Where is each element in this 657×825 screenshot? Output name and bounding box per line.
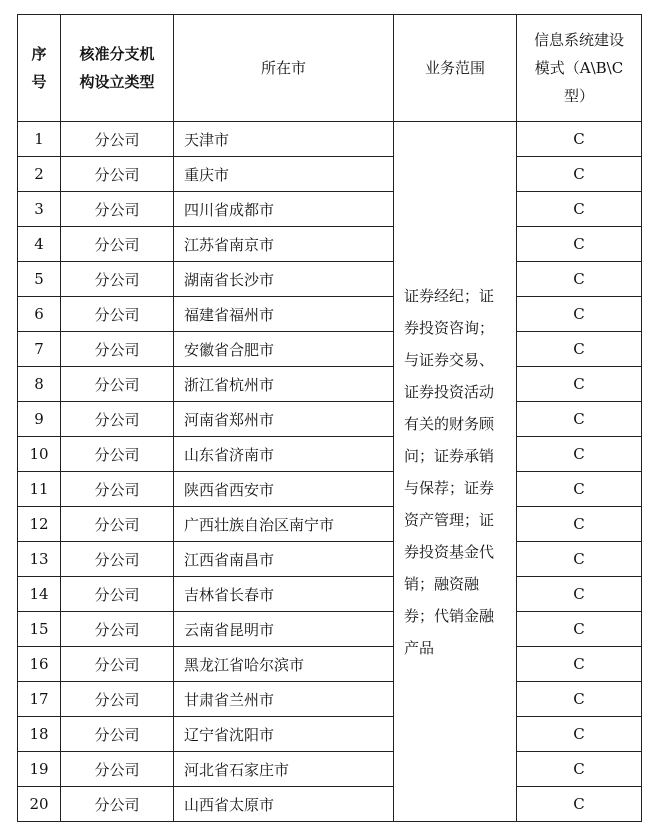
- table-row: [18, 542, 642, 577]
- header-model: 信息系统建设 模式（A\B\C 型）: [517, 15, 642, 122]
- cell-city: 天津市: [174, 122, 394, 157]
- table-row: [18, 262, 642, 297]
- cell-seq: 14: [18, 577, 61, 612]
- cell-model: C: [517, 787, 642, 822]
- header-city: 所在市: [174, 15, 394, 122]
- cell-type: 分公司: [61, 192, 174, 227]
- table-row: [18, 367, 642, 402]
- cell-model: C: [517, 402, 642, 437]
- cell-type: 分公司: [61, 507, 174, 542]
- table-row: [18, 577, 642, 612]
- cell-city: 江苏省南京市: [174, 227, 394, 262]
- cell-model: C: [517, 507, 642, 542]
- cell-model: C: [517, 542, 642, 577]
- cell-model: C: [517, 647, 642, 682]
- table-row: [18, 192, 642, 227]
- cell-type: 分公司: [61, 472, 174, 507]
- cell-seq: 19: [18, 752, 61, 787]
- cell-seq: 7: [18, 332, 61, 367]
- cell-type: 分公司: [61, 612, 174, 647]
- cell-seq: 18: [18, 717, 61, 752]
- cell-city: 河北省石家庄市: [174, 752, 394, 787]
- cell-seq: 5: [18, 262, 61, 297]
- cell-type: 分公司: [61, 157, 174, 192]
- cell-type: 分公司: [61, 437, 174, 472]
- table-row: [18, 472, 642, 507]
- cell-seq: 2: [18, 157, 61, 192]
- cell-type: 分公司: [61, 332, 174, 367]
- cell-type: 分公司: [61, 122, 174, 157]
- cell-model: C: [517, 157, 642, 192]
- cell-city: 江西省南昌市: [174, 542, 394, 577]
- cell-city: 广西壮族自治区南宁市: [174, 507, 394, 542]
- cell-type: 分公司: [61, 297, 174, 332]
- table-row: [18, 122, 642, 157]
- cell-model: C: [517, 752, 642, 787]
- cell-seq: 9: [18, 402, 61, 437]
- cell-seq: 13: [18, 542, 61, 577]
- cell-seq: 1: [18, 122, 61, 157]
- cell-city: 重庆市: [174, 157, 394, 192]
- cell-city: 四川省成都市: [174, 192, 394, 227]
- cell-model: C: [517, 262, 642, 297]
- cell-city: 黑龙江省哈尔滨市: [174, 647, 394, 682]
- header-row: [18, 15, 642, 122]
- cell-type: 分公司: [61, 647, 174, 682]
- cell-city: 山东省济南市: [174, 437, 394, 472]
- cell-seq: 4: [18, 227, 61, 262]
- cell-city: 安徽省合肥市: [174, 332, 394, 367]
- cell-city: 陕西省西安市: [174, 472, 394, 507]
- cell-type: 分公司: [61, 682, 174, 717]
- table-row: [18, 297, 642, 332]
- cell-seq: 15: [18, 612, 61, 647]
- cell-city: 甘肃省兰州市: [174, 682, 394, 717]
- cell-model: C: [517, 717, 642, 752]
- table-row: [18, 332, 642, 367]
- table-row: [18, 437, 642, 472]
- cell-city: 吉林省长春市: [174, 577, 394, 612]
- cell-model: C: [517, 472, 642, 507]
- cell-seq: 6: [18, 297, 61, 332]
- cell-city: 山西省太原市: [174, 787, 394, 822]
- cell-type: 分公司: [61, 367, 174, 402]
- header-type: 核准分支机 构设立类型: [61, 15, 174, 122]
- table-row: [18, 682, 642, 717]
- cell-model: C: [517, 227, 642, 262]
- cell-model: C: [517, 122, 642, 157]
- table-row: [18, 647, 642, 682]
- header-scope: 业务范围: [394, 15, 517, 122]
- cell-seq: 3: [18, 192, 61, 227]
- table-row: [18, 507, 642, 542]
- cell-model: C: [517, 367, 642, 402]
- cell-type: 分公司: [61, 262, 174, 297]
- cell-model: C: [517, 192, 642, 227]
- cell-model: C: [517, 682, 642, 717]
- cell-model: C: [517, 577, 642, 612]
- cell-seq: 11: [18, 472, 61, 507]
- table-row: [18, 717, 642, 752]
- cell-city: 河南省郑州市: [174, 402, 394, 437]
- cell-model: C: [517, 612, 642, 647]
- cell-model: C: [517, 332, 642, 367]
- cell-seq: 16: [18, 647, 61, 682]
- cell-city: 云南省昆明市: [174, 612, 394, 647]
- branch-table: [17, 14, 642, 822]
- cell-city: 浙江省杭州市: [174, 367, 394, 402]
- cell-model: C: [517, 297, 642, 332]
- cell-type: 分公司: [61, 717, 174, 752]
- cell-type: 分公司: [61, 787, 174, 822]
- cell-type: 分公司: [61, 577, 174, 612]
- table-row: [18, 402, 642, 437]
- header-seq: 序 号: [18, 15, 61, 122]
- table-row: [18, 787, 642, 822]
- cell-seq: 10: [18, 437, 61, 472]
- table-row: [18, 752, 642, 787]
- cell-type: 分公司: [61, 542, 174, 577]
- cell-type: 分公司: [61, 402, 174, 437]
- cell-model: C: [517, 437, 642, 472]
- cell-business-scope: 证券经纪；证券投资咨询；与证券交易、证券投资活动有关的财务顾问；证券承销与保荐；证券资产管理；证券投资基金代销；融资融券；代销金融产品: [394, 122, 517, 822]
- cell-city: 湖南省长沙市: [174, 262, 394, 297]
- cell-city: 辽宁省沈阳市: [174, 717, 394, 752]
- cell-seq: 20: [18, 787, 61, 822]
- table-row: [18, 612, 642, 647]
- cell-type: 分公司: [61, 227, 174, 262]
- cell-seq: 12: [18, 507, 61, 542]
- cell-city: 福建省福州市: [174, 297, 394, 332]
- cell-seq: 17: [18, 682, 61, 717]
- cell-type: 分公司: [61, 752, 174, 787]
- table-row: [18, 227, 642, 262]
- cell-seq: 8: [18, 367, 61, 402]
- table-row: [18, 157, 642, 192]
